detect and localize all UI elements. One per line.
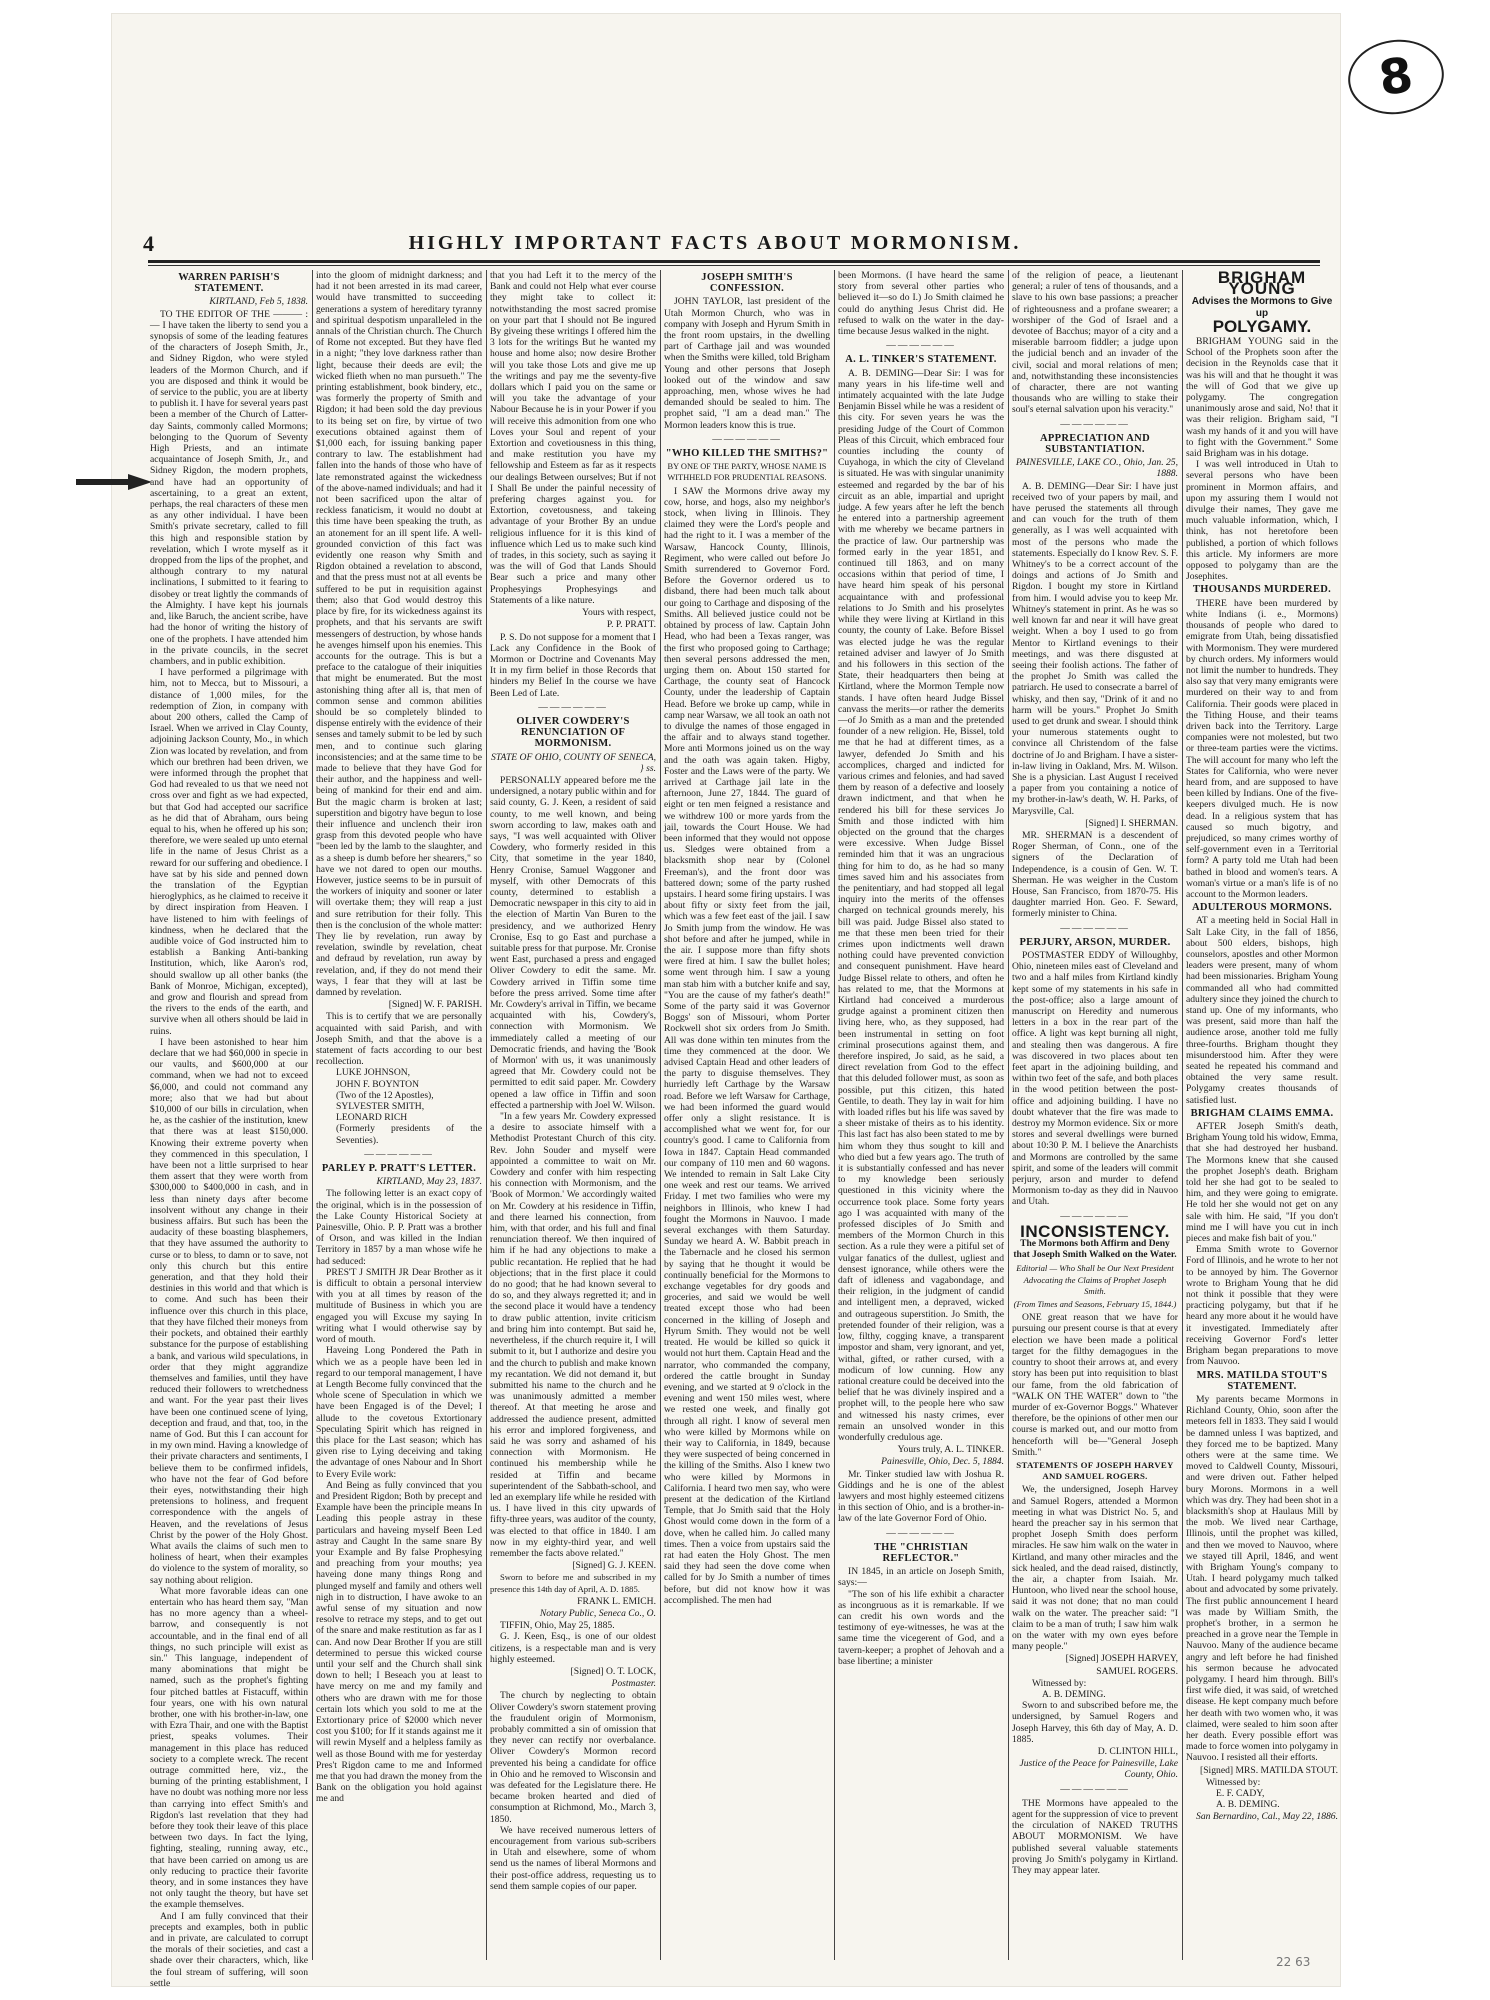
witness-list bbox=[316, 1067, 482, 1145]
signature: Notary Public, Seneca Co., O. bbox=[539, 1607, 656, 1619]
paragraph: AT a meeting held in Social Hall in Salt Lake City, in the fall of 1856, about 500 elders, bishops, high counselors, apostles and other Mormon leaders were present, many of whom had been missionaries. Brigham Young commanded all who had committed adultery since they joined the church to stand up. One of my informants, who was present, said more than half the audience arose, another told me fully three-fourths. Brigham thought they misunderstood him. After they were seated he repeated his command and obtained the very same result. Polygamy creates thousands of satisfied lust. bbox=[1186, 915, 1338, 1106]
dateline: PAINESVILLE, LAKE CO., Ohio, Jan. 25, 1888. bbox=[1015, 457, 1178, 480]
paragraph: THERE have been murdered by white Indians (i. e., Mormons) thousands of people who dared to emigrate from Utah, being dissatisfied with Mormonism. They were murdered by church orders. My informers would not limit the number to hundreds. They also say that very many emigrants were murdered on their way to and from California. Their goods were placed in the Tithing House, and their teams driven back into the Territory. Large companies were not molested, but two or three-team parties were the victims. The will account for many who left the States for California, who were never heard from, and are supposed to have been killed by Indians. One of the five-keepers divulged much. He is now dead. In a religious system that has caused so much bigotry, and prejudiced, so many crimes worthy of self-government even in a Territorial form? A party told me Utah had been bathed in blood and women's tears. A woman's virtue or a man's life is of no account to the Mormon leaders. bbox=[1186, 597, 1338, 900]
witness-line: E. F. CADY, bbox=[1216, 1788, 1265, 1800]
paragraph: And Being as fully convinced that you and President Rigdon; Both by precept and Example have been the principle means In Leading this people astray in these particulars and haveing myself Been Led astray and Caught In the same snare By your Example and By false Prophesying and preaching from your mouths; yea haveing done many things Rong and plunged myself and family and others well nigh in to distruction, I have awoke to an awful sense of my situation and now resolve to retrace my steps, and to get out of the snare and make restitution as far as I can. And now Dear Brother If you are still determined to persue this wicked course until your self and the Church shall sink down to hell; I Beseach you at least to have mercy on me and my family and others who are drawn with me for those certain lots which you sold to me at the Extortionary price of $2000 which never cost you $100; for If it stands against me it will rewin Myself and a helpless family as well as those Bound with me for yesterday Pres't Rigdon came to me and Informed me that you had drawn the money from the Bank on the obligation you hold against me and bbox=[316, 1479, 482, 1805]
subheading: Editorial — Who Shall be Our Next President Advocating the Claims of Prophet Joseph Smith. bbox=[1016, 1263, 1174, 1296]
paragraph: Mr. Tinker studied law with Joshua R. Giddings and he is one of the ablest lawyers and most highly esteemed citizens in this section of Ohio, and is a brother-in-law of the late Governor Ford of Ohio. bbox=[838, 1468, 1004, 1525]
venue: STATE OF OHIO, COUNTY OF SENECA, } ss. bbox=[491, 751, 656, 774]
masthead: HIGHLY IMPORTANT FACTS ABOUT MORMONISM. bbox=[408, 232, 1022, 254]
witness-line: A. B. DEMING. bbox=[1216, 1799, 1280, 1811]
witness-line: SYLVESTER SMITH, bbox=[336, 1101, 425, 1113]
witness-line: Witnessed by: bbox=[1032, 1677, 1087, 1689]
column-divider bbox=[486, 270, 487, 1960]
article-heading: PARLEY P. PRATT'S LETTER. bbox=[321, 1163, 477, 1175]
article-heading: MRS. MATILDA STOUT'S STATEMENT. bbox=[1196, 1369, 1328, 1392]
column-divider bbox=[312, 270, 313, 1960]
column-divider bbox=[834, 270, 835, 1960]
article-heading: JOSEPH SMITH'S CONFESSION. bbox=[701, 272, 793, 295]
paragraph: G. J. Keen, Esq., is one of our oldest citizens, is a respectable man and is very highly esteemed. bbox=[490, 1631, 656, 1665]
paragraph: AFTER Joseph Smith's death, Brigham Young told his widow, Emma, that she had destroyed her husband. The Mormons knew that she caused the prophet Joseph's death. Brigham told her she had got to be sealed to him, and they were going to emigrate. He told her she would not get on any sale with him. He said, "If you don't mind me I will have you cut in inch pieces and make fish bait of you." bbox=[1186, 1121, 1338, 1245]
paragraph: PERSONALLY appeared before me the undersigned, a notary public within and for said county, G. J. Keen, a resident of said county, to me well known, and being sworn according to law, makes oath and says, "I was well acquainted with Oliver Cowdery, who formerly resided in this City, that sometime in the year 1840, Henry Cronise, Samuel Waggoner and myself, with other Democrats of this county, determined to establish a Democratic newspaper in this city to aid in the election of Martin Van Buren to the presidency, and we authorized Henry Cronise, Esq to go East and purchase a suitable press for that purpose. Mr. Cronise went East, purchased a press and engaged Oliver Cowdery to edit the same. Mr. Cowdery arrived in Tiffin some time before the press arrived. Some time after Mr. Cowdery's arrival in Tiffin, we became acquainted with his, Cowdery's, connection with Mormonism. We immediately called a meeting of our Democratic friends, and having the 'Book of Mormon' with us, it was unanimously agreed that Mr. Cowdery could not be permitted to edit said paper. Mr. Cowdery opened a law office in Tiffin and soon effected a partnership with Joel W. Wilson. bbox=[490, 774, 656, 1111]
article-heading: WARREN PARISH'S STATEMENT. bbox=[178, 272, 280, 295]
column-6: of the religion of peace, a lieutenant general; a ruler of tens of thousands, and a slave to his own base passions; a preacher of righteousness and a profane swearer; a worshiper of the God of Israel and a devotee of Bacchus; mayor of a city and a miserable barroom fiddler; a judge upon the judicial bench and an invader of the civil, social and moral relations of men; and, notwithstanding these inconsistencies of character, there are not wanting thousands who are willing to stake their soul's eternal salvation upon his veracity." —————— APPRECIATION AND SUBSTANTIATION. PAINESVILLE, LAKE CO., Ohio, Jan. 25, 1888. A. B. DEMING—Dear Sir: I have just received two of your papers by mail, and have perused the statements all through and can vouch for the truth of them generally, as I was well acquainted with most of the persons who made the statements. Especially do I know Rev. S. F. Whitney's to be a correct account of the doings and actions of Jo Smith and Rigdon. I bought my store in Kirtland from him. I would advise you to keep Mr. Whitney's statement in print. As he was so well known far and near it will have great weight. When a boy I used to go from Mentor to Kirtland evenings to their meetings, and was there disgusted at seeing their foolish actions. The father of the prophet Jo Smith was called the patriarch. He used to consecrate a barrel of whisky, and then say, "Drink of it and no harm will be yours." Prophet Jo Smith used to get drunk and swear. I should think your numerous statements ought to convince all Christendom of the false doctrine of Jo and Brigham. I have a sister-in-law living in Oakland, Mrs. M. Wilson. She is a physician. Last August I received a paper from you containing a notice of my brother-in-law's death, W. H. Parks, of Marysville, Cal. [Signed] I. SHERMAN. MR. SHERMAN is a descendent of Roger Sherman, of Conn., one of the signers of the Declaration of Independence, is a cousin of Gen. W. T. Sherman. He was weigher in the Custom House, San Francisco, from 1870-75. His daughter married Hon. Geo. F. Seward, formerly minister to China. —————— PERJURY, ARSON, MURDER. POSTMASTER EDDY of Willoughby, Ohio, nineteen miles east of Cleveland and two and a half miles from Kirtland kindly kept some of my statements in his safe in the post-office; also a large amount of manuscript on Heredity and numerous letters in a box in the rear part of the office. A light was kept burning all night, and stealing then was dangerous. A fire was discovered in two places about ten feet apart in the adjoining building, and within two feet of the safe, and both places in the wood petition between the post-office and adjoining building. I have no doubt whatever that the fire was made to destroy my Mormon evidence. Six or more stores and several dwellings were burned about 10:30 P. M. I believe the Anarchists and Mormons are controlled by the same spirit, and some of the leaders will commit perjury, arson and murder to defend Mormonism to-day as they did in Nauvoo and Utah. —————— INCONSISTENCY. The Mormons both Affirm and Deny that Joseph Smith Walked on the Water. Editorial — Who Shall be Our Next President Advocating the Claims of Prophet Joseph Smith. (From Times and Seasons, February 15, 1844.) ONE great reason that we have for pursuing our present course is that at every election we have been made a political target for the filthy demagogues in the country to shoot their arrows at, and every story has been put into requisition to blast our fame, from the old fabrication of "WALK ON THE WATER" down to "the murder of ex-Governor Boggs." Whatever therefore, be the opinions of other men our course is marked out, and our motto from henceforth will be—"General Joseph Smith." STATEMENTS OF JOSEPH HARVEY AND SAMUEL ROGERS. We, the undersigned, Joseph Harvey and Samuel Rogers, attended a Mormon meeting in what was District No. 5, and heard the preacher say in his sermon that prophet Joseph Smith does perform miracles. He saw him walk on the water in Kirtland, and many other miracles and the sick healed, and the dead raised, distinctly, the air, a chapter from Isaiah. Mr. Huntoon, who lived near the school house, said it was not done; that no man could walk on the water. The preacher said: "I claim to be a man of truth; I saw him walk on the water with my own eyes before many people." [Signed] JOSEPH HARVEY, SAMUEL ROGERS. Witnessed by: A. B. DEMING. Sworn to and subscribed before me, the undersigned, by Samuel Rogers and Joseph Harvey, this 6th day of May, A. D. 1885. D. CLINTON HILL, Justice of the Peace for Painesville, Lake County, Ohio. —————— THE Mormons have appealed to the agent for the suppression of vice to prevent the circulation of NAKED TRUTHS ABOUT MORMONISM. We have published several valuable statements proving Jo Smith's polygamy in Kirtland. They may appear later. bbox=[1012, 270, 1178, 1877]
circled-page-mark bbox=[1343, 34, 1448, 121]
signature: [Signed] W. F. PARISH. bbox=[388, 999, 482, 1011]
signature: [Signed] G. J. KEEN. bbox=[572, 1560, 656, 1572]
witness-line: (Two of the 12 Apostles), bbox=[336, 1089, 434, 1101]
article-heading: THE "CHRISTIAN REFLECTOR." bbox=[873, 1541, 969, 1564]
signature: Yours with respect, bbox=[582, 607, 656, 619]
witness-line: JOHN F. BOYNTON bbox=[336, 1078, 420, 1090]
pointing-hand-icon bbox=[76, 470, 154, 494]
column-2: into the gloom of midnight darkness; and had it not been arrested in its mad career, would have transmitted to succeeding generations a system of hereditary tyranny and spiritual despotism unparalleled in the annals of the Christian church. The Church of Rome not excepted. But they have fled in a night; "they love darkness rather than light, because their deeds are evil; the wicked flieth when no man pursueth." The printing establishment, book bindery, etc., was formerly the property of Smith and Rigdon; it had been sold the day previous to its being set on fire, by virtue of two executions obtained against them of $1,000 each, for issuing banking paper contrary to law. The establishment had fallen into the hands of those who have of late remonstrated against the wickedness of the above-named individuals; and had it not been sacrificed upon the altar of reckless fanaticism, it would no doubt at this time have been speaking the truth, as an atonement for an ill spent life. A well-grounded conviction of this fact was evidently one reason why Smith and Rigdon obtained a revelation to abscond, and that the press must not at all events be suffered to be put in requisition against them; also that God would destroy this place by fire, for its wickedness against its prophets, and that his servants are swift messengers of destruction, by whose hands he avenges himself upon his enemies. This accounts for the outrage. This is but a preface to the catalogue of their iniquities that might be enumerated. But the most astonishing thing after all is, that men of common sense and common abilities should be so completely blinded to dispense entirely with the evidence of their senses and tamely submit to be led by such men, and to continue such glaring inconsistencies; and at the same time to be made to believe that they have God for their author, and the happiness and well-being of mankind for their end and aim. But the magic charm is broken at last; superstition and bigotry have begun to lose their influence and unclench their iron grasp from this devoted people who have "been led by the lamb to the slaughter, and as a sheep is dumb before her shearers," so have we not dared to open our mouths. However, justice seems to be in pursuit of the workers of iniquity and sooner or later will overtake them; they will reap a just and sure retribution for their folly. This then is the conclusion of the whole matter: They lie by revelation, run away by revelation, swindle by revelation, cheat and defraud by revelation, run away by revelation, and, if they do not mend their ways, I fear that they will at last be damned by revelation. [Signed] W. F. PARISH. This is to certify that we are personally acquainted with said Parish, and with Joseph Smith, and that the above is a statement of facts according to our best recollection. LUKE JOHNSON, JOHN F. BOYNTON (Two of the 12 Apostles), SYLVESTER SMITH, LEONARD RICH (Formerly presidents of the Seventies). —————— PARLEY P. PRATT'S LETTER. KIRTLAND, May 23, 1837. The following letter is an exact copy of the original, which is in the possession of the Lake County Historical Society at Painesville, Ohio. P. P. Pratt was a brother of Orson, and was killed in the Indian Territory in 1857 by a man whose wife he had seduced: PRES'T J SMITH JR Dear Brother as it is difficult to obtain a personal interview with you at all times by reason of the multitude of Business in which you are engaged you will Excuse my saying In writing what I would otherwise say by word of mouth. Haveing Long Pondered the Path in which we as a people have been led in regard to our temporal management, I have at Length Become fully convinced that the whole scene of Speculation in which we have been Engaged is of the Devel; I allude to the covetous Extortionary Speculating Spirit which has reigned in this place for the Last season; which has given rise to Lying deceiving and taking the advantage of ones Nabour and In Short to Every Evile work: And Being as fully convinced that you and President Rigdon; Both by precept and Example have been the principle means In Leading this people astray in these particulars and haveing myself Been Led astray and Caught In the same snare By your Example and By false Prophesying and preaching from your mouths; yea haveing done many things Rong and plunged myself and family and others well nigh in to distruction, I have awoke to an awful sense of my situation and now resolve to retrace my steps, and to get out of the snare and make restitution as far as I can. And now Dear Brother If you are still determined to persue this wicked course until your self and the Church shall sink down to hell; I Beseach you at least to have mercy on me and my family and others who are drawn with me for those certain lots which you sold to me at the Extortionary price of $2000 which never cost you $100; for If it stands against me it will rewin Myself and a helpless family as well as those Bound with me for yesterday Pres't Rigdon came to me and Informed me that you had drawn the money from the Bank on the obligation you hold against me and bbox=[316, 270, 482, 1805]
banner-heading: BRIGHAM YOUNG bbox=[1217, 268, 1307, 299]
paragraph: The church by neglecting to obtain Oliver Cowdery's sworn statement proving the fraudulent origin of Mormonism, probably committed a sin of omission that they never can rectify nor overbalance. Oliver Cowdery's Mormon record prevented his being a candidate for office in Ohio and he removed to Wisconsin and was defeated for the Legislature there. He became broken hearted and died of consumption at Richmond, Mo., March 3, 1850. bbox=[490, 1690, 656, 1825]
signature: [Signed] O. T. LOCK, bbox=[570, 1665, 656, 1677]
article-heading: OLIVER COWDERY'S RENUNCIATION OF MORMONISM. bbox=[516, 715, 630, 750]
paragraph: Haveing Long Pondered the Path in which we as a people have been led in regard to our temporal management, I have at Length Become fully convinced that the whole scene of Speculation in which we have been Engaged is of the Devel; I allude to the covetous Extortionary Speculating Spirit which has reigned in this place for the Last season; which has given rise to Lying deceiving and taking the advantage of ones Nabour and In Short to Every Evile work: bbox=[316, 1345, 482, 1480]
dateline: KIRTLAND, Feb 5, 1838. bbox=[209, 296, 308, 308]
paragraph: A. B. DEMING—Dear Sir: I was for many years in his life-time well and intimately acquainted with the late Judge Benjamin Bissel while he was a resident of this city. For seven years he was the presiding Judge of the Court of Common Pleas of this Circuit, which embraced four counties including the county of Cuyahoga, in which the city of Cleveland is situated. He was with singular unanimity esteemed and regarded by the bar of his circuit as an able, impartial and upright judge. A few years after he left the bench he entered into a partnership agreement with me whereby we became partners in the practice of law. Our partnership was formed early in the year 1851, and continued till 1863, and on many occasions within that period of time, I have heard him speak of his personal acquaintance with and professional relations to Jo Smith and his proselytes while they were living at Kirtland in this county, the county of Lake. Before Bissel was elected judge he was the regular retained adviser and lawyer of Jo Smith and his followers in this section of the State, their headquarters then being at Kirtland, where the Mormon Temple now stands. I have often heard Judge Bissel canvass the merits—or rather the demerits—of Jo Smith as a man and the pretended founder of a new religion. He, Bissel, told me that he had at different times, as a lawyer, defended Jo Smith and his accomplices, charged and indicted for various crimes and felonies, and had saved them by reason of a defective and loosely drawn indictment, and that when he rendered his bill for these services Jo Smith and those indicted with him objected on the ground that the charges were excessive. When Judge Bissel reminded him that it was an ungracious thing for him to do, as he had so many times saved him and his associates from the penitentiary, and had stopped all legal inquiry into the merits of the offenses charged on technical grounds merely, his bill was paid. Judge Bissel also stated to me that these men been tried for their crimes upon indictments well drawn nothing could have prevented conviction and consequent punishment. Have heard Judge Bissel relate to others, and often he has related to me, that the Mormons at Kirtland had conceived a murderous grudge against a prominent citizen then living here, who, as they supposed, had been instrumental in setting on foot criminal prosecutions against them, and therefore inspired, Jo said, as he said, a direct revelation from God to the effect that this deluded follower must, as soon as possible, put this citizen, this hated Gentile, to death. They lay in wait for him with loaded rifles but his life was saved by a sheer mistake of theirs as to his identity. This last fact has also been stated to me by him whom they thus sought to kill and who died but a few years ago. The truth of it is substantially confessed and has never to my knowledge been seriously questioned in this vicinity where the occurrence took place. Some forty years ago I was acquainted with many of the professed disciples of Jo Smith and members of the Mormon Church in this section. As a rule they were a pitiful set of vulgar fanatics of the dullest, ugliest and densest ignorance, while others were the daft of idleness and vagabondage, and their religion, in the judgment of candid and intelligent men, a depraved, wicked and outrageous superstition. Jo Smith, the pretended founder of their religion, was a low, filthy, cogging knave, a transparent impostor and sham, very ignorant, and yet, withal, gifted, or rather cursed, with a modicum of low cunning. How any rational creature could be deceived into the belief that he was divinely inspired and a prophet will, to the people here who saw and witnessed his nasty crimes, ever remain an unsolved wonder in this wonderfully credulous age. bbox=[838, 367, 1005, 1443]
paragraph: Sworn to before me and subscribed in my presence this 14th day of April, A. D. 1885. bbox=[490, 1572, 656, 1594]
paragraph: TO THE EDITOR OF THE ——— :— I have taken the liberty to send you a synopsis of some of the leading features of the characters of Joseph Smith, Jr., and Sidney Rigdon, who were styled leaders of the Mormon Church, and if you are disposed and think it would be of service to the public, you are at liberty to publish it. I have for several years past been a member of the Church of Latter-day Saints, commonly called Mormons; belonging to the Quorum of Seventy High Priests, and an intimate acquaintance of Joseph Smith, Jr., and Sidney Rigdon, the modern prophets, and have had an opportunity of ascertaining, to a great an extent, perhaps, the real characters of these men as any other individual. I have been Smith's private secretary, called to fill this high and responsible station by revelation, which I wrote myself as it dropped from the lips of the prophet, and although contrary to my natural inclinations, I submitted to it fearing to disobey or treat lightly the commands of the Almighty. I have kept his journals and, like Baruch, the ancient scribe, have had the honor of writing the history of one of the prophets. I have attended him in the private councils, in the secret chambers, and in public exhibition. bbox=[150, 308, 308, 667]
signature: [Signed] I. SHERMAN. bbox=[1085, 817, 1178, 829]
signature: FRANK L. EMICH. bbox=[577, 1595, 656, 1607]
column-divider bbox=[1008, 270, 1009, 1960]
column-divider bbox=[1182, 270, 1183, 1960]
subheading: The Mormons both Affirm and Deny that Joseph Smith Walked on the Water. bbox=[1013, 1239, 1177, 1261]
handwritten-number: 22 63 bbox=[1276, 1955, 1311, 1969]
masthead-rule-thin bbox=[148, 265, 1320, 266]
paragraph: "The son of his life exhibit a character as incongruous as it is remarkable. If we can credit his own words and the testimony of eye-witnesses, he was at the same time the vicegerent of God, and a tavern-keeper; a prophet of Jehovah and a base libertine; a minister bbox=[838, 1588, 1004, 1667]
paragraph: BRIGHAM YOUNG said in the School of the Prophets soon after the decision in the Reynolds case that it was his will and that he thought it was the will of God that we give up polygamy. The congregation unanimously arose and said, No! that it was their religion. Brigham said, "I wash my hands of it and you will have to fight with the Government." Some said Brigham was in his dotage. bbox=[1186, 336, 1338, 460]
article-heading: STATEMENTS OF JOSEPH HARVEY AND SAMUEL ROGERS. bbox=[1016, 1459, 1174, 1482]
paragraph: Emma Smith wrote to Governor Ford of Illinois, and he wrote to her not to be annoyed by him. The Governor wrote to Brigham Young that he did not think it possible that they were practicing polygamy, but that if he heard any more about it he would have it investigated. Immediately after receiving Governor Ford's letter Brigham began preparations to move from Nauvoo. bbox=[1186, 1244, 1338, 1368]
byline: BY ONE OF THE PARTY, WHOSE NAME IS WITHHELD FOR PRUDENTIAL REASONS. bbox=[667, 462, 827, 483]
column-3: that you had Left it to the mercy of the Bank and could not Help what ever course they might take to collect it: notwithstanding the most sacred promise on your part that I should not Be ingured By giveing these writings I offered him the 3 lots for the writings But he wanted my house and home also; now desire Brother will you take those Lots and give me up the writings and pay me the seventy-five dollars which I paid you on the same or will you take the advantage of your Nabour Because he is in your Power if you will receive this admonition from one who Loves your Soul and repent of your Extortion and covetiousness in this thing, and make restitution you have my fellowship and Esteem as far as it respects our dealings Between ourselves; But if not I Shall Be under the painful necessity of prefering charges against you. for Extortion, covetousness, and takeing advantage of your Brother By an undue religious influence for it is this kind of influence which Led us to make such kind of trades, in this society, such as saying it was the will of God that Lands Should Bear such a price and many other Prophesyings Prophesyings and Statements of a like nature. Yours with respect, P. P. PRATT. P. S. Do not suppose for a moment that I Lack any Confidence in the Book of Mormon or Doctrine and Covenants May It in my firm belief in those Records that hinders my Belief In the course we have Been Led of Late. —————— OLIVER COWDERY'S RENUNCIATION OF MORMONISM. STATE OF OHIO, COUNTY OF SENECA, } ss. PERSONALLY appeared before me the undersigned, a notary public within and for said county, G. J. Keen, a resident of said county, to me well known, and being sworn according to law, makes oath and says, "I was well acquainted with Oliver Cowdery, who formerly resided in this City, that sometime in the year 1840, Henry Cronise, Samuel Waggoner and myself, with other Democrats of this county, determined to establish a Democratic newspaper in this city to aid in the election of Martin Van Buren to the presidency, and we authorized Henry Cronise, Esq to go East and purchase a suitable press for that purpose. Mr. Cronise went East, purchased a press and engaged Oliver Cowdery to edit the same. Mr. Cowdery arrived in Tiffin some time before the press arrived. Some time after Mr. Cowdery's arrival in Tiffin, we became acquainted with his, Cowdery's, connection with Mormonism. We immediately called a meeting of our Democratic friends, and having the 'Book of Mormon' with us, it was unanimously agreed that Mr. Cowdery could not be permitted to edit said paper. Mr. Cowdery opened a law office in Tiffin and soon effected a partnership with Joel W. Wilson. "In a few years Mr. Cowdery expressed a desire to associate himself with a Methodist Protestant Church of this city. Rev. John Souder and myself were appointed a committee to wait on Mr. Cowdery and confer with him respecting his connection with Mormonism, and the 'Book of Mormon.' We accordingly waited on Mr. Cowdery at his residence in Tiffin, and there learned his connection, from him, with that order, and his full and final renunciation thereof. We then inquired of him if he had any objections to make a public recantation. He replied that he had objections; that in the first place it could do no good; that he had known several to do so, and they always regretted it; and in the second place it would have a tendency to draw public attention, invite criticism and bring him into contempt. But said he, nevertheless, if the church require it, I will submit to it, but I authorize and desire you and the church to publish and make known my recantation. We did not demand it, but submitted his name to the church and he was unanimously admitted a member thereof. At that meeting he arose and addressed the audience present, admitted his error and implored forgiveness, and said he was sorry and ashamed of his connection with Mormonism. He continued his membership while he resided at Tiffin and became superintendent of the Sabbath-school, and led an exemplary life while he resided with us. I have lived in this city upwards of fifty-three years, was auditor of the county, was elected to that office in 1840. I am now in my eighty-third year, and well remember the facts above related." [Signed] G. J. KEEN. Sworn to before me and subscribed in my presence this 14th day of April, A. D. 1885. FRANK L. EMICH. Notary Public, Seneca Co., O. TIFFIN, Ohio, May 25, 1885. G. J. Keen, Esq., is one of our oldest citizens, is a respectable man and is very highly esteemed. [Signed] O. T. LOCK, Postmaster. The church by neglecting to obtain Oliver Cowdery's sworn statement proving the fraudulent origin of Mormonism, probably committed a sin of omission that they never can rectify nor overbalance. Oliver Cowdery's Mormon record prevented his being a candidate for office in Ohio and he removed to Wisconsin and was defeated for the Legislature there. He became broken hearted and died of consumption at Richmond, Mo., March 3, 1850. We have received numerous letters of encouragement from various sub-scribers in Utah and elsewhere, some of whom send us the names of liberal Mormons and their post-office address, requesting us to send them sample copies of our paper. bbox=[490, 270, 656, 1892]
signature: SAMUEL ROGERS. bbox=[1096, 1665, 1178, 1677]
paragraph: This is to certify that we are personally acquainted with said Parish, and with Joseph Smith, and that the above is a statement of facts according to our best recollection. bbox=[316, 1011, 482, 1068]
signature: [Signed] MRS. MATILDA STOUT. bbox=[1200, 1764, 1338, 1776]
paragraph: P. S. Do not suppose for a moment that I Lack any Confidence in the Book of Mormon or Doctrine and Covenants May It in my firm belief in those Records that hinders my Belief In the course we have Been Led of Late. bbox=[490, 631, 656, 699]
inconsistency-heading: INCONSISTENCY. bbox=[1020, 1221, 1170, 1241]
witness-line: Witnessed by: bbox=[1206, 1776, 1261, 1788]
column-divider bbox=[660, 270, 661, 1960]
paragraph: I SAW the Mormons drive away my cow, horse, and hogs, also my neighbor's stock, when living in Illinois. They claimed they were the Lord's people and had the right to it. I was a member of the Warsaw, Hancock County, Illinois, Regiment, who were called out before Jo Smith surrendered to Governor Ford. Before the Governor ordered us to disband, there had been much talk about our going to Carthage and disposing of the Smiths. All believed justice could not be obtained by process of law. Captain John Head, who had been a Texas ranger, was the first who proposed going to Carthage; then several persons addressed the men, urging them on. About 150 started for Carthage, the county seat of Hancock County, under the leadership of Captain Head. Before we broke up camp, while in camp near Warsaw, we all took an oath not to divulge the names of those engaged in the affair and to always stand together. More anti Mormons joined us on the way and the oath was again taken. Higby, Foster and the Laws were of the party. We arrived at Carthage jail late in the afternoon, June 27, 1844. The guard of eight or ten men feigned a resistance and we withdrew 100 or more yards from the jail, towards the Court House. We had been informed that they would not oppose us. Sledges were obtained from a blacksmith shop near by (Colonel Freeman's), and the front door was battered down; some of the party rushed upstairs. I heard some firing upstairs. I was about fifty or sixty feet from the jail, which was a few feet east of the jail. I saw Jo Smith jump from the window. He was shot before and after he jumped, while in the air. I suppose more than fifty shots were fired at him. I saw the bullet holes; some went through him. I saw a young man stab him with a butcher knife and say, "You are the cause of my father's death!" Some of the party said it was Governor Boggs' son of Missouri, whom Porter Rockwell shot six orders from Jo Smith. All was done within ten minutes from the time they commenced at the door. We advised Captain Head and other leaders of the party to disguise themselves. They hurriedly left Carthage by the Warsaw road. Before we left Warsaw for Carthage, we had been informed the guard would offer only a slight resistance. It is accomplished what we went for, for our country's good. I came to California from Iowa in 1847. Captain Head commanded our company of 110 men and 60 wagons. We intended to remain in Salt Lake City one week and rest our teams. We arrived Friday. I met two families who were my neighbors in Illinois, who knew I had fought the Mormons in Nauvoo. I made several exchanges with them Saturday. Sunday we heard A. W. Babbit preach in the Tabernacle and he closed his sermon by saying that he thought it would be continually beneficial for the Mormons to exchange vegetables for dry goods and groceries, and said we would be well treated except those who had been concerned in the killing of Joseph and Hyrum Smith. They would not be well treated. He would be killed so quick it would not hurt them. Captain Head and the narrator, who commanded the company, ordered the cattle brought in Sunday evening, and we started at 9 o'clock in the evening and went 150 miles west, where we rested one week, and finally got through all right. I know of several men who were killed by Mormons while on their way to California, in 1849, because they were suspected of being concerned in the killing of the Smiths. Also I knew two who were killed by Mormons in California. I heard two men say, who were present at the dedication of the Kirtland Temple, that Jo Smith said that the Holy Ghost would come down in the form of a dove, when he called him. Jo called many times. Then a voice from upstairs said the rat had eaten the Holy Ghost. The men said they had seen the dove come when called for by Jo Smith a number of times before, but did not know how it was accomplished. The men had bbox=[664, 485, 830, 1606]
masthead-rule bbox=[148, 260, 1320, 263]
paragraph: THE Mormons have appealed to the agent for the suppression of vice to prevent the circulation of NAKED TRUTHS ABOUT MORMONISM. We have published several valuable statements proving Jo Smith's polygamy in Kirtland. They may appear later. bbox=[1012, 1797, 1178, 1877]
paragraph: ONE great reason that we have for pursuing our present course is that at every election we have been made a political target for the filthy demagogues in the country to shoot their arrows at, and every story has been put into requisition to blast our fame, from the old fabrication of "WALK ON THE WATER" down to "the murder of ex-Governor Boggs." Whatever therefore, be the opinions of other men our course is marked out, and our motto from henceforth will be—"General Joseph Smith." bbox=[1012, 1312, 1178, 1458]
paragraph: I was well introduced in Utah to several persons who have been prominent in Mormon affairs, and upon my assuring them I would not divulge their names, They gave me much valuable information, which, I think, has not heretofore been published, a portion of which follows this article. My informers are more opposed to polygamy than are the Josephites. bbox=[1186, 459, 1338, 583]
signature: D. CLINTON HILL, bbox=[1097, 1746, 1178, 1757]
paragraph: POSTMASTER EDDY of Willoughby, Ohio, nineteen miles east of Cleveland and two and a half miles from Kirtland kindly kept some of my statements in his safe in the post-office; also a large amount of manuscript on Heredity and numerous letters in a box in the rear part of the office. A light was kept burning all night, and stealing then was dangerous. A fire was discovered in two places about ten feet apart in the adjoining building, and within two feet of the safe, and both places in the wood petition between the post-office and adjoining building. I have no doubt whatever that the fire was made to destroy my Mormon evidence. Six or more stores and several dwellings were burned about 10:30 P. M. I believe the Anarchists and Mormons are controlled by the same spirit, and some of the leaders will commit perjury, arson and murder to defend Mormonism to-day as they did in Nauvoo and Utah. bbox=[1012, 949, 1178, 1208]
article-heading: PERJURY, ARSON, MURDER. bbox=[1019, 936, 1171, 948]
paragraph: We, the undersigned, Joseph Harvey and Samuel Rogers, attended a Mormon meeting in what was District No. 5, and heard the preacher say in his sermon that prophet Joseph Smith does perform miracles. He saw him walk on the water in Kirtland, and many other miracles and the sick healed, and the dead raised, distinctly, the air, a chapter from Isaiah. Mr. Huntoon, who lived near the school house, said it was not done; that no man could walk on the water. The preacher said: "I claim to be a man of truth; I saw him walk on the water with my own eyes before many people." bbox=[1012, 1484, 1178, 1653]
paragraph: been Mormons. (I have heard the same story from several other parties who believed it—so do I.) Jo Smith claimed he could do anything Jesus Christ did. He refused to walk on the water in the day-time because Jesus walked in the night. bbox=[838, 270, 1004, 338]
paragraph: MR. SHERMAN is a descendent of Roger Sherman, of Conn., one of the signers of the Declaration of Independence, is a cousin of Gen. W. T. Sherman. He was weigher in the Custom House, San Francisco, from 1870-75. His daughter married Hon. Geo. F. Seward, formerly minister to China. bbox=[1012, 829, 1178, 920]
paragraph: JOHN TAYLOR, last president of the Utah Mormon Church, who was in company with Joseph and Hyrum Smith in the front room upstairs, in the dwelling part of Carthage jail and was wounded when the Smiths were killed, told Brigham Young and other persons that Joseph looked out of the window and saw approaching, men, whose wives he had demanded should be sealed to him. The prophet said, "I am a dead man." The Mormon leaders know this is true. bbox=[664, 296, 830, 431]
witness-line: A. B. DEMING. bbox=[1042, 1688, 1106, 1700]
column-4: JOSEPH SMITH'S CONFESSION. JOHN TAYLOR, last president of the Utah Mormon Church, who was in company with Joseph and Hyrum Smith in the front room upstairs, in the dwelling part of Carthage jail and was wounded when the Smiths were killed, told Brigham Young and other persons that Joseph looked out of the window and saw approaching, men, whose wives he had demanded should be sealed to him. The prophet said, "I am a dead man." The Mormon leaders know this is true. —————— "WHO KILLED THE SMITHS?" BY ONE OF THE PARTY, WHOSE NAME IS WITHHELD FOR PRUDENTIAL REASONS. I SAW the Mormons drive away my cow, horse, and hogs, also my neighbor's stock, when living in Illinois. They claimed they were the Lord's people and had the right to it. I was a member of the Warsaw, Hancock County, Illinois, Regiment, who were called out before Jo Smith surrendered to Governor Ford. Before the Governor ordered us to disband, there had been much talk about our going to Carthage and disposing of the Smiths. All believed justice could not be obtained by process of law. Captain John Head, who had been a Texas ranger, was the first who proposed going to Carthage; then several persons addressed the men, urging them on. About 150 started for Carthage, the county seat of Hancock County, under the leadership of Captain Head. Before we broke up camp, while in camp near Warsaw, we all took an oath not to divulge the names of those engaged in the affair and to always stand together. More anti Mormons joined us on the way and the oath was again taken. Higby, Foster and the Laws were of the party. We arrived at Carthage jail late in the afternoon, June 27, 1844. The guard of eight or ten men feigned a resistance and we withdrew 100 or more yards from the jail, towards the Court House. We had been informed that they would not oppose us. Sledges were obtained from a blacksmith shop near by (Colonel Freeman's), and the front door was battered down; some of the party rushed upstairs. I heard some firing upstairs. I was about fifty or sixty feet from the jail, which was a few feet east of the jail. I saw Jo Smith jump from the window. He was shot before and after he jumped, while in the air. I suppose more than fifty shots were fired at him. I saw the bullet holes; some went through him. I saw a young man stab him with a butcher knife and say, "You are the cause of my father's death!" Some of the party said it was Governor Boggs' son of Missouri, whom Porter Rockwell shot six orders from Jo Smith. All was done within ten minutes from the time they commenced at the door. We advised Captain Head and other leaders of the party to disguise themselves. They hurriedly left Carthage by the Warsaw road. Before we left Warsaw for Carthage, we had been informed the guard would offer only a slight resistance. It is accomplished what we went for, for our country's good. I came to California from Iowa in 1847. Captain Head commanded our company of 110 men and 60 wagons. We intended to remain in Salt Lake City one week and rest our teams. We arrived Friday. I met two families who were my neighbors in Illinois, who knew I had fought the Mormons in Nauvoo. I made several exchanges with them Saturday. Sunday we heard A. W. Babbit preach in the Tabernacle and he closed his sermon by saying that he thought it would be continually beneficial for the Mormons to exchange vegetables for dry goods and groceries, and said we would be well treated except those who had been concerned in the killing of Joseph and Hyrum Smith. They would not be well treated. He would be killed so quick it would not hurt them. Captain Head and the narrator, who commanded the company, ordered the cattle brought in Sunday evening, and we started at 9 o'clock in the evening and went 150 miles west, where we rested one week, and finally got through all right. I know of several men who were killed by Mormons while on their way to California, in 1849, because they were suspected of being concerned in the killing of the Smiths. Also I knew two who were killed by Mormons in California. I heard two men say, who were present at the dedication of the Kirtland Temple, that Jo Smith said that the Holy Ghost would come down in the form of a dove, when he called him. Jo called many times. Then a voice from upstairs said the rat had eaten the Holy Ghost. The men said they had seen the dove come when called for by Jo Smith a number of times before, but did not know how it was accomplished. The men had bbox=[664, 272, 830, 1606]
paragraph: that you had Left it to the mercy of the Bank and could not Help what ever course they might take to collect it: notwithstanding the most sacred promise on your part that I should not Be ingured By giveing these writings I offered him the 3 lots for the writings But he wanted my house and home also; now desire Brother will you take those Lots and give me up the writings and pay me the seventy-five dollars which I paid you on the same or will you take the advantage of your Nabour Because he is in your Power if you will receive this admonition from one who Loves your Soul and repent of your Extortion and covetiousness in this thing, and make restitution you have my fellowship and Esteem as far as it respects our dealings Between ourselves; But if not I Shall Be under the painful necessity of prefering charges against you. for Extortion, covetousness, and takeing advantage of your Brother By an undue religious influence for it is this kind of influence which Led us to make such kind of trades, in this society, such as saying it was the will of God that Lands Should Bear such a price and many other Prophesyings Prophesyings and Statements of a like nature. bbox=[490, 270, 656, 606]
column-1 bbox=[150, 270, 308, 1989]
paragraph: "In a few years Mr. Cowdery expressed a desire to associate himself with a Methodist Protestant Church of this city. Rev. John Souder and myself were appointed a committee to wait on Mr. Cowdery and confer with him respecting his connection with Mormonism, and the 'Book of Mormon.' We accordingly waited on Mr. Cowdery at his residence in Tiffin, and there learned his connection, from him, with that order, and his full and final renunciation thereof. We then inquired of him if he had any objections to make a public recantation. He replied that he had objections; that in the first place it could do no good; that he had known several to do so, and they always regretted it; and in the second place it would have a tendency to draw public attention, invite criticism and bring him into contempt. But said he, nevertheless, if the church require it, I will submit to it, but I authorize and desire you and the church to publish and make known my recantation. We did not demand it, but submitted his name to the church and he was unanimously admitted a member thereof. At that meeting he arose and addressed the audience present, admitted his error and implored forgiveness, and said he was sorry and ashamed of his connection with Mormonism. He continued his membership while he resided at Tiffin and became superintendent of the Sabbath-school, and led an exemplary life while he resided with us. I have lived in this city upwards of fifty-three years, was auditor of the county, was elected to that office in 1840. I am now in my eighty-third year, and well remember the facts above related." bbox=[490, 1111, 656, 1559]
column-5: been Mormons. (I have heard the same story from several other parties who believed it—so do I.) Jo Smith claimed he could do anything Jesus Christ did. He refused to walk on the water in the day-time because Jesus walked in the night. —————— A. L. TINKER'S STATEMENT. A. B. DEMING—Dear Sir: I was for many years in his life-time well and intimately acquainted with the late Judge Benjamin Bissel while he was a resident of this city. For seven years he was the presiding Judge of the Court of Common Pleas of this Circuit, which embraced four counties including the county of Cuyahoga, in which the city of Cleveland is situated. He was with singular unanimity esteemed and regarded by the bar of his circuit as an able, impartial and upright judge. A few years after he left the bench he entered into a partnership agreement with me whereby we became partners in the practice of law. Our partnership was formed early in the year 1851, and continued till 1863, and on many occasions within that period of time, I have heard him speak of his personal acquaintance with and professional relations to Jo Smith and his proselytes while they were living at Kirtland in this county, the county of Lake. Before Bissel was elected judge he was the regular retained adviser and lawyer of Jo Smith and his followers in this section of the State, their headquarters then being at Kirtland, where the Mormon Temple now stands. I have often heard Judge Bissel canvass the merits—or rather the demerits—of Jo Smith as a man and the pretended founder of a new religion. He, Bissel, told me that he had at different times, as a lawyer, defended Jo Smith and his accomplices, charged and indicted for various crimes and felonies, and had saved them by reason of a defective and loosely drawn indictment, and that when he rendered his bill for these services Jo Smith and those indicted with him objected on the ground that the charges were excessive. When Judge Bissel reminded him that it was an ungracious thing for him to do, as he had so many times saved him and his associates from the penitentiary, and had stopped all legal inquiry into the merits of the offenses charged on technical grounds merely, his bill was paid. Judge Bissel also stated to me that these men been tried for their crimes upon indictments well drawn nothing could have prevented conviction and consequent punishment. Have heard Judge Bissel relate to others, and often he has related to me, that the Mormons at Kirtland had conceived a murderous grudge against a prominent citizen then living here, who, as they supposed, had been instrumental in setting on foot criminal prosecutions against them, and therefore inspired, Jo said, as he said, a direct revelation from God to the effect that this deluded follower must, as soon as possible, put this citizen, this hated Gentile, to death. They lay in wait for him with loaded rifles but his life was saved by a sheer mistake of theirs as to his identity. This last fact has also been stated to me by him whom they thus sought to kill and who died but a few years ago. The truth of it is substantially confessed and has never to my knowledge been seriously questioned in this vicinity where the occurrence took place. Some forty years ago I was acquainted with many of the professed disciples of Jo Smith and members of the Mormon Church in this section. As a rule they were a pitiful set of vulgar fanatics of the dullest, ugliest and densest ignorance, while others were the daft of idleness and vagabondage, and their religion, in the judgment of candid and intelligent men, a depraved, wicked and outrageous superstition. Jo Smith, the pretended founder of their religion, was a low, filthy, cogging knave, a transparent impostor and sham, very ignorant, and yet, withal, gifted, or rather cursed, with a modicum of low cunning. How any rational creature could be deceived into the belief that he was divinely inspired and a prophet will, to the people here who saw and witnessed his nasty crimes, ever remain an unsolved wonder in this wonderfully credulous age. Yours truly, A. L. TINKER. Painesville, Ohio, Dec. 5, 1884. Mr. Tinker studied law with Joshua R. Giddings and he is one of the ablest lawyers and most highly esteemed citizens in this section of Ohio, and is a brother-in-law of the late Governor Ford of Ohio. —————— THE "CHRISTIAN REFLECTOR." IN 1845, in an article on Joseph Smith, says:— "The son of his life exhibit a character as incongruous as it is remarkable. If we can credit his own words and the testimony of eye-witnesses, he was at the same time the vicegerent of God, and a tavern-keeper; a prophet of Jehovah and a base libertine; a minister bbox=[838, 270, 1005, 1667]
signature: [Signed] JOSEPH HARVEY, bbox=[1065, 1653, 1178, 1665]
paragraph: I have performed a pilgrimage with him, not to Mecca, but to Missouri, a distance of 1,000 miles, for the redemption of Zion, in company with about 200 others, called the Camp of Israel. When we arrived in Clay County, adjoining Jackson County, Mo., in which Zion was located by revelation, and from which our brethren had been driven, we were informed through the prophet that God had revealed to us that we need not cross over and fight as we had expected, but that God had accepted our sacrifice as he did that of Abraham, ours being equal to his, when he offered up his son; therefore, we were sealed up unto eternal life in the name of Jesus Christ as a reward for our suffering and obedience. I have sat by his side and penned down the translation of the Egyptian hieroglyphics, as he claimed to receive it by direct inspiration from Heaven. I have listened to him with feelings of kindness, when he declared that the audible voice of God instructed him to establish a Banking Anti-banking Institution, which, like Aaron's rod, should swallow up all other banks (the Bank of Monroe, Michigan, excepted), and grow and flourish and spread from the rivers to the ends of the earth, and survive when all others should be laid in ruins. bbox=[150, 667, 308, 1037]
paragraph: We have received numerous letters of encouragement from various sub-scribers in Utah and elsewhere, some of whom send us the names of liberal Mormons and their post-office address, requesting us to send them sample copies of our paper. bbox=[490, 1824, 656, 1892]
banner-subheading: Advises the Mormons to Give up bbox=[1191, 296, 1333, 319]
paragraph: into the gloom of midnight darkness; and had it not been arrested in its mad career, would have transmitted to succeeding generations a system of hereditary tyranny and spiritual despotism unparalleled in the annals of the Christian church. The Church of Rome not excepted. But they have fled in a night; "they love darkness rather than light, because their deeds are evil; the wicked flieth when no man pursueth." The printing establishment, book bindery, etc., was formerly the property of Smith and Rigdon; it had been sold the day previous to its being set on fire, by virtue of two executions obtained against them of $1,000 each, for issuing banking paper contrary to law. The establishment had fallen into the hands of those who have of late remonstrated against the wickedness of the above-named individuals; and had it not been sacrificed upon the altar of reckless fanaticism, it would no doubt at this time have been speaking the truth, as an atonement for an ill spent life. A well-grounded conviction of this fact was evidently one reason why Smith and Rigdon obtained a revelation to abscond, and that the press must not at all events be suffered to be put in requisition against them; also that God would destroy this place by fire, for its wickedness against its prophets, and that his servants are swift messengers of destruction, by whose hands he avenges himself upon his enemies. This accounts for the outrage. This is but a preface to the catalogue of their iniquities that might be enumerated. But the most astonishing thing after all is, that men of common sense and common abilities should be so completely blinded to dispense entirely with the evidence of their senses and tamely submit to be led by such men, and to continue such glaring inconsistencies; and at the same time to be made to believe that they have God for their author, and the happiness and well-being of mankind for their end and aim. But the magic charm is broken at last; superstition and bigotry have begun to lose their influence and unclench their iron grasp from this devoted people who have "been led by the lamb to the slaughter, and as a sheep is dumb before her shearers," so have we not dared to open our mouths. However, justice seems to be in pursuit of the workers of iniquity and sooner or later will overtake them; they will reap a just and sure retribution for their folly. This then is the conclusion of the whole matter: They lie by revelation, run away by revelation, swindle by revelation, cheat and defraud by revelation, run away by revelation, and, if they do not mend their ways, I fear that they will at last be damned by revelation. bbox=[316, 270, 482, 998]
article-heading: APPRECIATION AND SUBSTANTIATION. bbox=[1040, 432, 1150, 456]
paragraph: I have been astonished to hear him declare that we had $60,000 in specie in our vaults, and $600,000 at our command, when we had not to exceed $6,000, and could not command any more; also that we had but about $10,000 of our bills in circulation, when he, as the cashier of the institution, knew that there was at least $150,000. Knowing their extreme poverty when they commenced in this speculation, I have been not a little surprised to hear them assert that they were worth from $300,000 to $400,000 in cash, and in less than ninety days after become insolvent without any change in their business affairs. But such has been the audacity of these boasting blasphemers, that they have assumed the authority to curse or to bless, to damn or to save, not only this church but this entire generation, and that they hold their destinies in this world and that which is to come. And such has been their influence over this church in this place, that they have filched their moneys from their pockets, and obtained their earthly substance for the purpose of establishing a bank, and various wild speculations, in order that they might aggrandize themselves and families, until they have reduced their followers to wretchedness and want. For the year past their lives have been one continued scene of lying, deception and fraud, and that, too, in the name of God. But this I can account for in my own mind. Having a knowledge of their private characters and sentiments, I believe them to be confirmed infidels, who have not the fear of God before their eyes, notwithstanding their high pretensions to holiness, and frequent correspondence with the angels of Heaven, and the revelations of Jesus Christ by the power of the Holy Ghost. What avails the claims of such men to holiness of heart, when their examples do violence to the system of morality, so say nothing about religion. bbox=[150, 1036, 308, 1586]
article-heading: BRIGHAM CLAIMS EMMA. bbox=[1190, 1107, 1334, 1119]
banner-heading: POLYGAMY. bbox=[1212, 316, 1312, 336]
dateline: KIRTLAND, May 23, 1837. bbox=[376, 1176, 482, 1188]
article-heading: ADULTEROUS MORMONS. bbox=[1191, 902, 1333, 914]
paragraph: TIFFIN, Ohio, May 25, 1885. bbox=[500, 1620, 615, 1632]
paragraph: A. B. DEMING—Dear Sir: I have just received two of your papers by mail, and have perused the statements all through and can vouch for the truth of them generally, as I was well acquainted with most of the persons who made the statements. Especially do I know Rev. S. F. Whitney's to be a correct account of the doings and actions of Jo Smith and Rigdon. I bought my store in Kirtland from him. I would advise you to keep Mr. Whitney's statement in print. As he was so well known far and near it will have great weight. When a boy I used to go from Mentor to Kirtland evenings to their meetings, and was there disgusted at seeing their foolish actions. The father of the prophet Jo Smith was called the patriarch. He used to consecrate a barrel of whisky, and then say, "Drink of it and no harm will be yours." Prophet Jo Smith used to get drunk and swear. I should think your numerous statements ought to convince all Christendom of the false doctrine of Jo and Brigham. I have a sister-in-law living in Oakland, Mrs. M. Wilson. She is a physician. Last August I received a paper from you containing a notice of my brother-in-law's death, W. H. Parks, of Marysville, Cal. bbox=[1012, 480, 1178, 817]
paragraph: The following letter is an exact copy of the original, which is in the possession of the Lake County Historical Society at Painesville, Ohio. P. P. Pratt was a brother of Orson, and was killed in the Indian Territory in 1857 by a man whose wife he had seduced: bbox=[316, 1188, 482, 1267]
signature: Justice of the Peace for Painesville, Lake County, Ohio. bbox=[1019, 1758, 1178, 1781]
article-heading: THOUSANDS MURDERED. bbox=[1192, 584, 1332, 596]
paragraph: And I am fully convinced that their precepts and examples, both in public and in private, are calculated to corrupt the morals of their societies, and cast a shade over their characters, which, like the foul stream of suffering, will soon settle bbox=[150, 1910, 308, 1989]
paragraph: IN 1845, in an article on Joseph Smith, says:— bbox=[838, 1566, 1004, 1589]
signature: Painesville, Ohio, Dec. 5, 1884. bbox=[881, 1456, 1004, 1468]
signature: Postmaster. bbox=[611, 1678, 656, 1690]
paragraph: My parents became Mormons in Richland County, Ohio, soon after the meteors fell in 1833. They said I would be damned unless I was baptized, and they forced me to be baptized. Many others were at the same time. We moved to Caldwell County, Missouri, and were driven out. Father helped bury Morons. Mormons in a well which was dry. They had been shot in a blacksmith's shop at Haulaus Mill by the mob. We lived near Carthage, Illinois, until the prophet was killed, and then we moved to Nauvoo, where we stayed till April, 1846, and went with Brigham Young's company to Utah. I heard polygamy much talked about and advocated by some privately. The first public announcement I heard was made by William Smith, the prophet's brother, in a sermon he preached in a grove near the Temple in Nauvoo. Many of the audience became angry and left before he had finished his sermon because he advocated polygamy. I heard him through. Bill's first wife died, it was said, of wretched disease. He kept company much before her death with two women who, it was claimed, were sealed to him soon after her death. Every possible effort was made to force women into polygamy in Nauvoo. I resisted all their efforts. bbox=[1186, 1393, 1338, 1764]
signature: P. P. PRATT. bbox=[606, 619, 656, 631]
witness-line: (Formerly presidents of the Seventies). bbox=[336, 1123, 482, 1146]
signature: San Bernardino, Cal., May 22, 1886. bbox=[1196, 1811, 1338, 1823]
column-7 bbox=[1186, 270, 1338, 1960]
source-note: (From Times and Seasons, February 15, 1844.) bbox=[1013, 1299, 1177, 1310]
paragraph: What more favorable ideas can one entertain who has heard them say, "Man has no more agency than a wheel-barrow, and consequently is not accountable, and in the final end of all things, no such principle will exist as sin." This language, independent of many abominations that might be named, such as the prophet's fighting four pitched battles at Fistacuff, within four years, one with his own natural brother, one with his brother-in-law, one with Ezra Thair, and one with the Baptist priest, speaks volumes. Their management in this place has reduced society to a complete wreck. The recent outrage committed here, viz., the burning of the printing establishment, I have no doubt was nothing more nor less than carrying into effect Smith's and Rigdon's last revelation that they had before they took their leave of this place between two days. In fact the lying, fighting, stealing, running away, etc., that have been carried on among us are only reducing to practice their favorite theory, and in some instances they have not only taught the theory, but have set the example themselves. bbox=[150, 1585, 308, 1911]
article-heading: A. L. TINKER'S STATEMENT. bbox=[845, 354, 997, 366]
witness-line: LEONARD RICH bbox=[336, 1112, 408, 1124]
paragraph: PRES'T J SMITH JR Dear Brother as it is difficult to obtain a personal interview with you at all times by reason of the multitude of Business in which you are engaged you will Excuse my saying In writing what I would otherwise say by word of mouth. bbox=[316, 1266, 482, 1346]
signature: Yours truly, A. L. TINKER. bbox=[897, 1444, 1004, 1456]
paragraph: Sworn to and subscribed before me, the undersigned, by Samuel Rogers and Joseph Harvey, this 6th day of May, A. D. 1885. bbox=[1012, 1700, 1178, 1745]
corner-mark-text: 8 bbox=[1375, 46, 1417, 108]
article-heading: "WHO KILLED THE SMITHS?" bbox=[665, 448, 829, 460]
page-number: 4 bbox=[143, 231, 154, 256]
witness-line: LUKE JOHNSON, bbox=[336, 1067, 411, 1079]
paragraph: of the religion of peace, a lieutenant general; a ruler of tens of thousands, and a slave to his own base passions; a preacher of righteousness and a profane swearer; a worshiper of the God of Israel and a devotee of Bacchus; mayor of a city and a miserable barroom fiddler; a judge upon the judicial bench and an invader of the civil, social and moral relations of men; and, notwithstanding these inconsistencies of character, there are not wanting thousands who are willing to stake their soul's eternal salvation upon his veracity." bbox=[1012, 270, 1178, 416]
